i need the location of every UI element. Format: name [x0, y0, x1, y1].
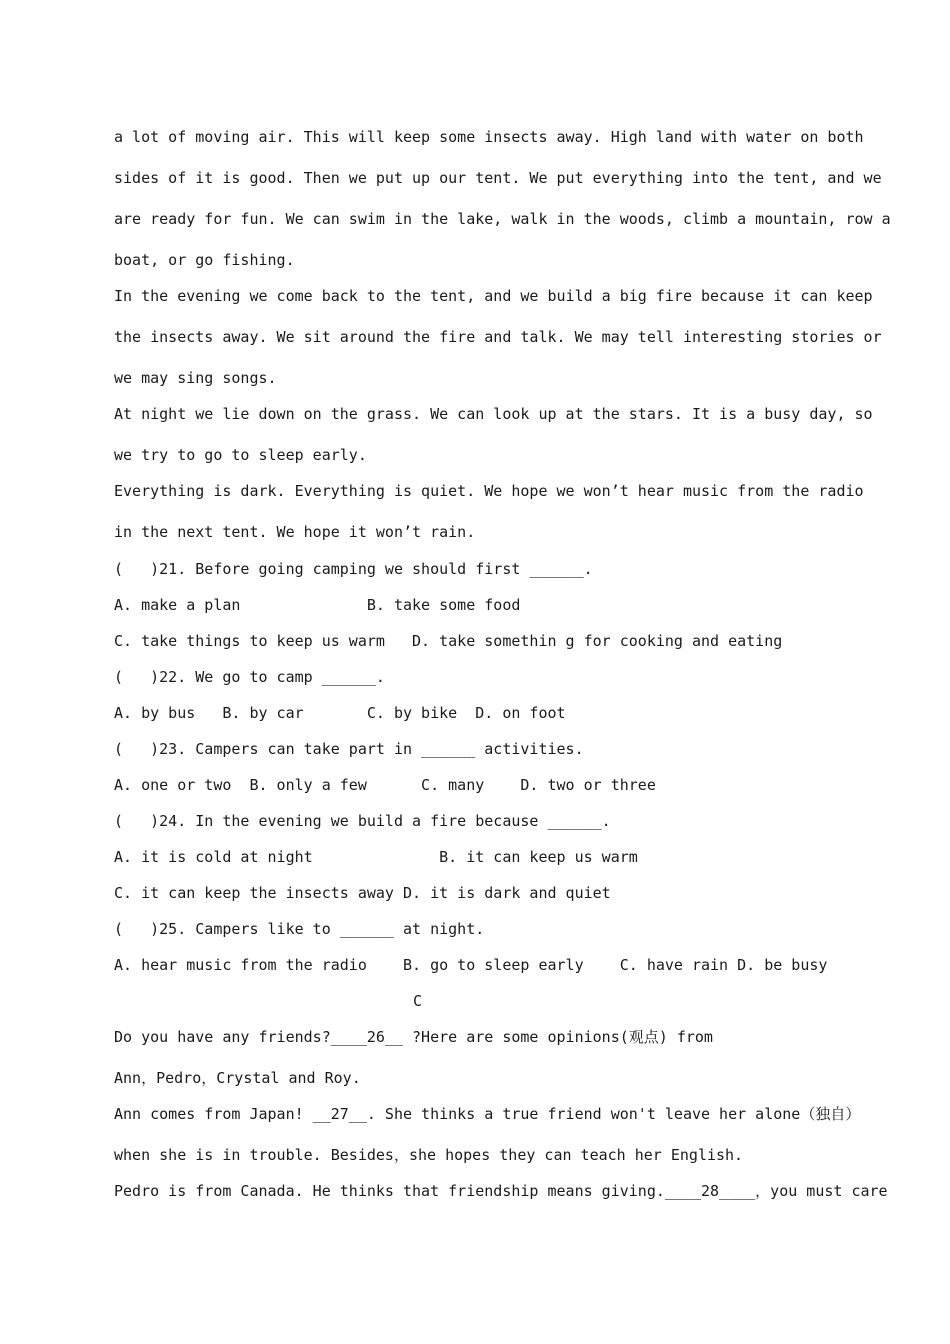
question-23-stem: ( )23. Campers can take part in ______ activities.	[114, 740, 584, 758]
section-c-heading: C	[413, 992, 423, 1010]
question-21-options: C. take things to keep us warm D. take somethin g for cooking and eating	[114, 632, 783, 650]
section-c-line: Pedro is from Canada. He thinks that friendship means giving.____28____，you must care	[114, 1182, 888, 1200]
question-21-options: A. make a plan B. take some food	[114, 596, 521, 614]
question-24-stem: ( )24. In the evening we build a fire because ______.	[114, 812, 611, 830]
passage-line: we may sing songs.	[114, 369, 277, 387]
section-c-line: Ann，Pedro，Crystal and Roy.	[114, 1069, 361, 1087]
passage-line: At night we lie down on the grass. We can look up at the stars. It is a busy day, so	[114, 405, 873, 423]
passage-line: in the next tent. We hope it won’t rain.	[114, 523, 476, 541]
passage-line: Everything is dark. Everything is quiet. We hope we won’t hear music from the radio	[114, 482, 864, 500]
question-22-stem: ( )22. We go to camp ______.	[114, 668, 385, 686]
passage-line: In the evening we come back to the tent, and we build a big fire because it can keep	[114, 287, 873, 305]
question-24-options: A. it is cold at night B. it can keep us warm	[114, 848, 638, 866]
passage-line: boat, or go fishing.	[114, 251, 295, 269]
section-c-line: Do you have any friends?____26__ ?Here are some opinions(观点) from	[114, 1028, 713, 1046]
question-23-options: A. one or two B. only a few C. many D. two or three	[114, 776, 656, 794]
passage-line: we try to go to sleep early.	[114, 446, 367, 464]
question-24-options: C. it can keep the insects away D. it is dark and quiet	[114, 884, 611, 902]
question-22-options: A. by bus B. by car C. by bike D. on foot	[114, 704, 566, 722]
passage-line: are ready for fun. We can swim in the lake, walk in the woods, climb a mountain, row a	[114, 210, 891, 228]
passage-line: the insects away. We sit around the fire and talk. We may tell interesting stories or	[114, 328, 882, 346]
question-21-stem: ( )21. Before going camping we should first ______.	[114, 560, 593, 578]
passage-line: a lot of moving air. This will keep some insects away. High land with water on both	[114, 128, 864, 146]
section-c-line: Ann comes from Japan! __27__. She thinks a true friend won't leave her alone（独自）	[114, 1105, 861, 1123]
section-c-line: when she is in trouble. Besides，she hopes they can teach her English.	[114, 1146, 744, 1164]
question-25-options: A. hear music from the radio B. go to sleep early C. have rain D. be busy	[114, 956, 828, 974]
passage-line: sides of it is good. Then we put up our tent. We put everything into the tent, and we	[114, 169, 882, 187]
question-25-stem: ( )25. Campers like to ______ at night.	[114, 920, 485, 938]
